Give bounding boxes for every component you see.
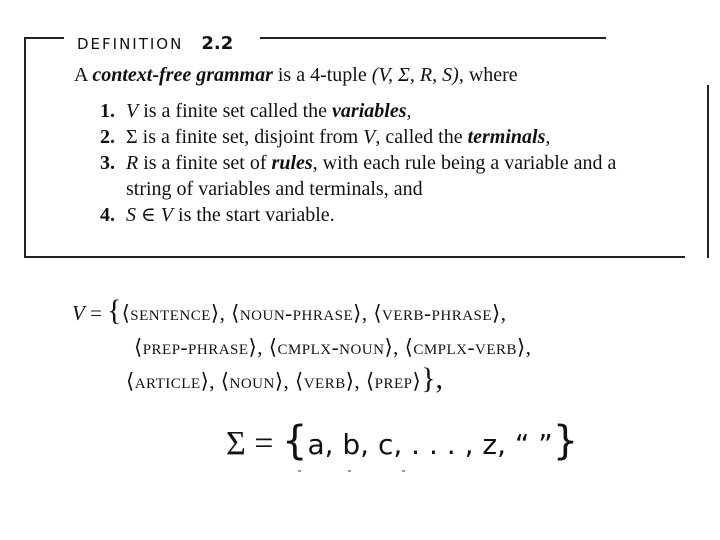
item-text: , [406,100,412,122]
variables-row-text: ⟨sentence⟩, ⟨noun-phrase⟩, ⟨verb-phrase⟩, [121,301,507,325]
equals-sign: = [254,425,274,462]
close-brace: }, [421,362,444,395]
definition-number: 2.2 [201,33,234,54]
list-item [100,202,616,228]
term-terminals: terminals [467,126,546,148]
term-variables: variables [332,100,407,122]
item-number: 1. [100,100,115,122]
item-text: is a finite set called the [138,100,333,122]
variables-row [134,330,569,364]
box-border-right [707,85,709,258]
item-text: is a finite set of [138,152,272,174]
variables-row [126,364,561,398]
scan-artifact-dots [298,470,408,476]
box-border-top-left [24,37,64,39]
equation-lhs: Σ [226,425,246,462]
list-item [100,124,616,150]
definition-list [100,98,616,228]
item-symbol: R [126,152,139,174]
variables-row-text: ⟨article⟩, ⟨noun⟩, ⟨verb⟩, ⟨prep⟩ [126,369,422,393]
terminals-members: a, b, c, . . . , z, “ ” [307,428,553,461]
terminals-set-equation [226,418,578,464]
item-text: is the start variable. [173,204,335,226]
variables-row [72,296,507,330]
item-number: 3. [100,152,115,174]
box-border-left [24,37,26,258]
item-text: string of variables and terminals, and [126,178,423,200]
open-brace: { [107,294,122,327]
equals-sign: = [90,301,102,325]
close-brace: } [552,418,579,464]
variables-set-equation [72,294,532,398]
term-context-free-grammar: context-free grammar [92,64,273,86]
item-text: , called the [375,126,468,148]
item-text: , with each rule being a variable and a [312,152,617,174]
item-symbol: V [126,100,139,122]
list-item [100,150,616,176]
list-item [100,98,616,124]
intro-suffix: , where [458,64,518,86]
intro-middle: is a 4-tuple [272,64,372,86]
item-symbol: Σ [126,126,138,148]
item-expression: S ∈ V [126,204,174,226]
variables-row-text: ⟨prep-phrase⟩, ⟨cmplx-noun⟩, ⟨cmplx-verb⟩, [134,335,532,359]
item-symbol: V [363,126,376,148]
definition-intro [74,64,518,87]
equation-lhs: V [72,301,85,325]
box-border-bottom [24,256,685,258]
item-number: 4. [100,204,115,226]
intro-tuple: (V, Σ, R, S) [371,64,459,86]
definition-label: DEFINITION [77,35,184,53]
term-rules: rules [271,152,313,174]
box-border-top-right [260,37,606,39]
item-text: is a finite set, disjoint from [137,126,364,148]
list-item-continuation [100,176,616,202]
open-brace: { [281,418,308,464]
item-text: , [545,126,551,148]
item-number: 2. [100,126,115,148]
definition-heading [77,33,233,54]
intro-prefix: A [74,64,93,86]
